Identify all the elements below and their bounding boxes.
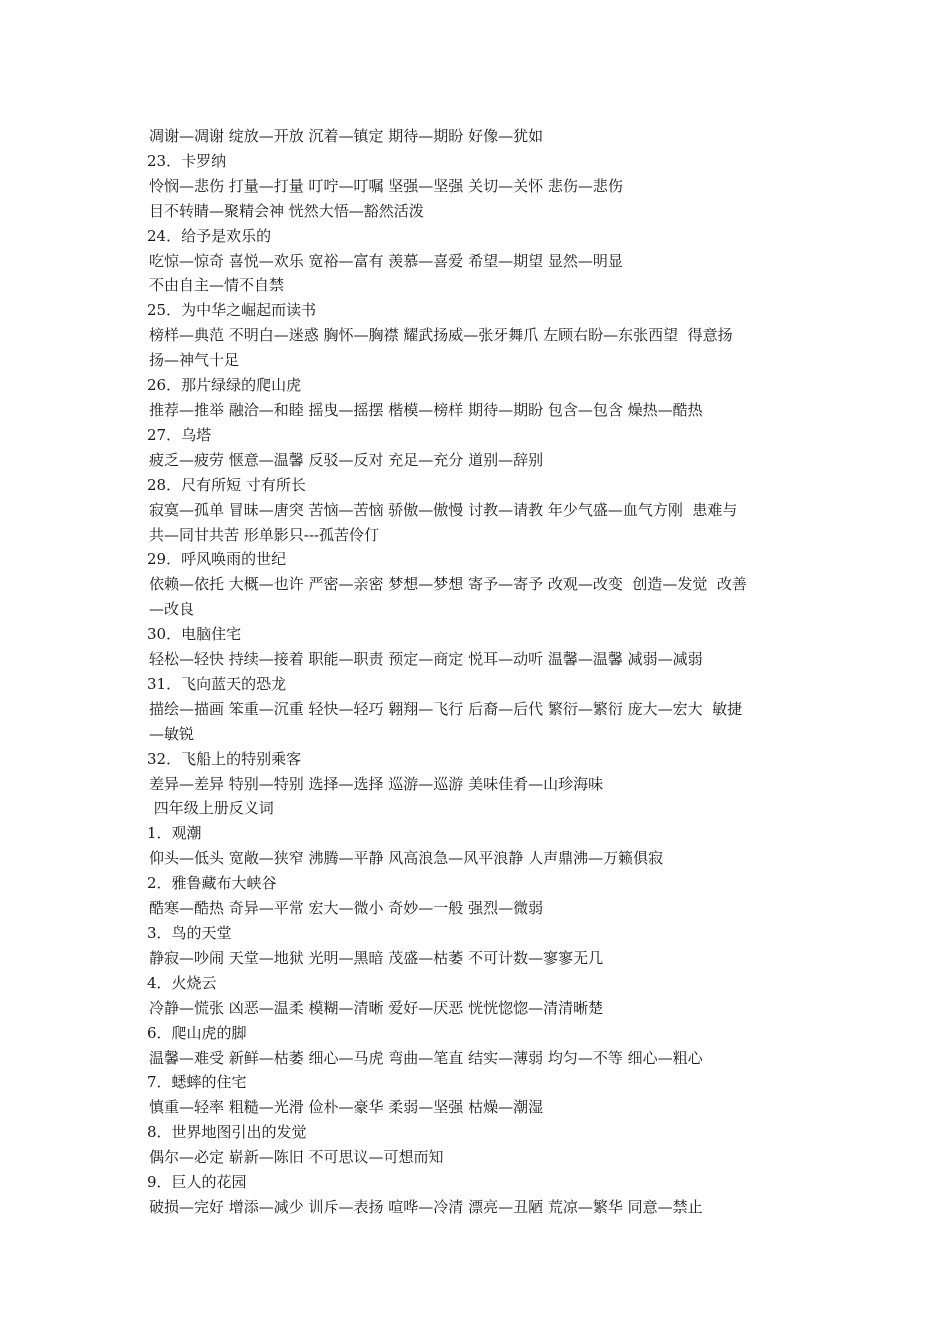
lesson-heading: 2．雅鲁藏布大峡谷 (147, 874, 277, 893)
lesson-heading: 32．飞船上的特别乘客 (147, 749, 302, 768)
lesson-heading: 3．鸟的天堂 (147, 924, 232, 942)
word-pair-line: —敏锐 (149, 724, 195, 743)
word-pair-line: 破损—完好 增添—减少 训斥—表扬 喧哗—冷清 漂亮—丑陋 荒凉—繁华 同意—禁止 (149, 1197, 703, 1216)
word-pair-line: 凋谢—凋谢 绽放—开放 沉着—镇定 期待—期盼 好像—犹如 (149, 127, 544, 145)
lesson-heading: 28．尺有所短 寸有所长 (147, 475, 306, 494)
word-pair-line: 不由自主—情不自禁 (149, 276, 285, 295)
word-pair-line: 推荐—推举 融洽—和睦 摇曳—摇摆 楷模—榜样 期待—期盼 包含—包含 燥热—酷热 (149, 400, 703, 419)
lesson-heading: 27．乌塔 (147, 425, 212, 444)
lesson-heading: 6．爬山虎的脚 (147, 1023, 247, 1042)
lesson-heading: 25．为中华之崛起而读书 (147, 301, 317, 320)
word-pair-line: 酷寒—酷热 奇异—平常 宏大—微小 奇妙—一般 强烈—微弱 (149, 899, 544, 918)
word-pair-line: 目不转睛—聚精会神 恍然大悟—豁然活泼 (149, 201, 424, 220)
lesson-heading: 31．飞向蓝天的恐龙 (147, 674, 287, 693)
word-pair-line: 共—同甘共苦 形单影只---孤苦伶仃 (149, 525, 379, 544)
word-pair-line: 寂寞—孤单 冒昧—唐突 苦恼—苦恼 骄傲—傲慢 讨教—请教 年少气盛—血气方刚 患难与 (149, 500, 738, 519)
lesson-heading: 4．火烧云 (147, 973, 217, 992)
word-pair-line: 差异—差异 特别—特别 选择—选择 巡游—巡游 美味佳肴—山珍海味 (149, 774, 604, 793)
lesson-heading: 8．世界地图引出的发觉 (147, 1123, 307, 1142)
word-pair-line: 静寂—吵闹 天堂—地狱 光明—黑暗 茂盛—枯萎 不可计数—寥寥无几 (149, 948, 604, 967)
lesson-heading: 1．观潮 (147, 824, 202, 843)
word-pair-line: 冷静—慌张 凶恶—温柔 模糊—清晰 爱好—厌恶 恍恍惚惚—清清晰楚 (149, 998, 604, 1017)
lesson-heading: 24．给予是欢乐的 (147, 226, 272, 245)
word-pair-line: 依赖—依托 大概—也许 严密—亲密 梦想—梦想 寄予—寄予 改观—改变 创造—发觉 改善 (149, 575, 747, 594)
word-pair-line: 温馨—难受 新鲜—枯萎 细心—马虎 弯曲—笔直 结实—薄弱 均匀—不等 细心—粗心 (149, 1048, 703, 1067)
lesson-heading: 26．那片绿绿的爬山虎 (147, 376, 302, 395)
lesson-heading: 30．电脑住宅 (147, 625, 242, 644)
word-pair-line: 慎重—轻率 粗糙—光滑 俭朴—豪华 柔弱—坚强 枯燥—潮湿 (149, 1098, 544, 1117)
lesson-heading: 7．蟋蟀的住宅 (147, 1073, 247, 1092)
word-pair-line: 偶尔—必定 崭新—陈旧 不可思议—可想而知 (149, 1148, 444, 1167)
word-pair-line: 榜样—典范 不明白—迷惑 胸怀—胸襟 耀武扬威—张牙舞爪 左顾右盼—东张西望 得意扬 (149, 326, 733, 345)
document-page (147, 124, 807, 1220)
lesson-heading: 9．巨人的花园 (147, 1173, 247, 1192)
word-pair-line: 吃惊—惊奇 喜悦—欢乐 宽裕—富有 羡慕—喜爱 希望—期望 显然—明显 (149, 251, 623, 270)
word-pair-line: 疲乏—疲劳 惬意—温馨 反驳—反对 充足—充分 道别—辞别 (149, 450, 544, 469)
word-pair-line: 四年级上册反义词 (149, 799, 274, 818)
lesson-heading: 23．卡罗纳 (147, 151, 227, 170)
word-pair-line: 扬—神气十足 (149, 351, 240, 370)
word-pair-line: 轻松—轻快 持续—接着 职能—职责 预定—商定 悦耳—动听 温馨—温馨 减弱—减弱 (149, 650, 703, 669)
word-pair-line: 描绘—描画 笨重—沉重 轻快—轻巧 翱翔—飞行 后裔—后代 繁衍—繁衍 庞大—宏大 敏捷 (149, 699, 743, 718)
word-pair-line: 怜悯—悲伤 打量—打量 叮咛—叮嘱 坚强—坚强 关切—关怀 悲伤—悲伤 (149, 176, 623, 195)
word-pair-line: —改良 (149, 600, 195, 619)
word-pair-line: 仰头—低头 宽敞—狭窄 沸腾—平静 风高浪急—风平浪静 人声鼎沸—万籁俱寂 (149, 849, 664, 868)
lesson-heading: 29．呼风唤雨的世纪 (147, 550, 287, 569)
